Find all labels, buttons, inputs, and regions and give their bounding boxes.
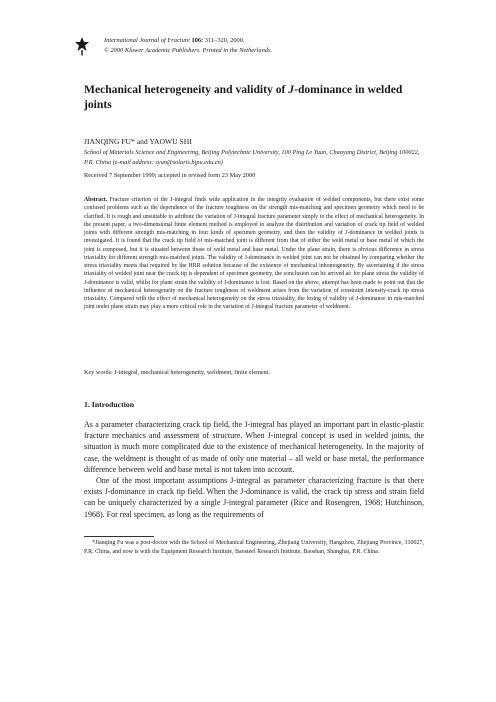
journal-pages: 311–320, 2000. — [204, 37, 245, 44]
title-part-1: Mechanical heterogeneity and validity of J-dominance in welded joints — [84, 83, 403, 111]
received-date: Received 7 September 1999; accepted in revised form 23 May 2000 — [84, 172, 256, 179]
author-list: JIANQING FU* and YAOWU SHI — [84, 137, 192, 146]
section-heading-introduction: 1. Introduction — [84, 400, 135, 409]
journal-masthead — [60, 36, 440, 58]
introduction-body — [84, 419, 424, 520]
kluwer-logo-icon — [74, 36, 90, 56]
journal-name: International Journal of Fracture — [104, 37, 190, 44]
abstract-label: Abstract. — [84, 197, 108, 203]
footnote — [84, 539, 424, 556]
keywords: Key words: J-integral, mechanical heterogeneity, weldment, finite element. — [84, 369, 271, 376]
footnote-text: *Jianqing Fu was a post-doctor with the School of Mechanical Engineering, Zhejiang University, Hangzhou, Zhejiang Province, 310027, P.R. China, and now is with the Equipment Research Institute, Baosteel Research Institute, Baoshan, Shanghai, P.R. China. — [84, 540, 424, 555]
affiliation: School of Materials Science and Engineering, Beijing Polytechnic University, 100 Ping Le Yuan, Chaoyang District, Beijing 100022, P.R. China (e-mail address: syun@solaris.bjpu.edu.cn) — [84, 149, 420, 166]
copyright-line: © 2000 Kluwer Academic Publishers. Printed in the Netherlands. — [104, 47, 273, 54]
paragraph-1: As a parameter characterizing crack tip field, the J-integral has played an important part in elastic-plastic fracture mechanics and assessment of structure. When J-integral concept is used in welded joints, the situation is much more complicated due to the existence of mechanical heterogeneity. In the majority of case, the weldment is thought of as made of only one material – all weld or base metal, the performance difference between weld and base metal is not taken into account. — [84, 420, 424, 474]
journal-volume: 106: — [191, 37, 204, 44]
paper-title — [84, 82, 424, 112]
abstract — [84, 196, 424, 312]
abstract-text: Fracture criterion of the J-integral finds wide application in the integrity evaluation of welded components, but there exist some confused problems such as the dependence of the fracture toughness on the strength mis-matching and specimen geometry which need to be clarified. It is rough and unsuitable to attribute the variation of J-integral fracture parameter simply to the effect of mechanical heterogeneity. In the present paper, a two-dimensional finite element method is employed to analyze the distribution and variation of crack tip field of welded joints with different strength mis-matching in four kinds of specimen geometry, and then the validity of J-dominance in welded joints is investigated. It is found that the crack tip field of mis-matched joint is different from that of either the weld metal or base metal of which the joint is composed, but it is situated between those of weld metal and base metal. Under the plane strain, there is obvious difference in stress triaxiality for different strength mis-matched joints. The validity of J-dominance in welded joint can not be obtained by comparing whether the stress triaxiality meets that required by the HRR solution because of the existence of mechanical inhomogeneity. By ascertaining if the stress triaxiality of welded joint near the crack tip is dependent of specimen geometry, the conclusion can be arrived at: for plane stress the validity of J-dominance is valid, whilst for plane strain the validity of J-dominance is lost. Based on the above, attempt has been made to point out that the influence of mechanical heterogeneity on the fracture toughness of weldment arises from the variation of constraint intensity-crack tip stress triaxiality. Compared with the effect of mechanical heterogeneity on the stress triaxiality, the losing of validity of J-dominance in mis-matched joint under plane strain may play a more critical role in the variation of J-integral fracture parameter of weldment. — [84, 197, 424, 311]
masthead-text — [104, 36, 272, 56]
footnote-rule — [84, 536, 154, 537]
paragraph-2: One of the most important assumptions J-integral as parameter characterizing fracture is that there exists J-dominance in crack tip field. When the J-dominance is valid, the crack tip stress and strain field can be uniquely characterized by a single J-integral parameter (Rice and Rosengren, 1968; Hutchinson, 1968). For real specimen, as long as the requirements of — [84, 476, 424, 519]
